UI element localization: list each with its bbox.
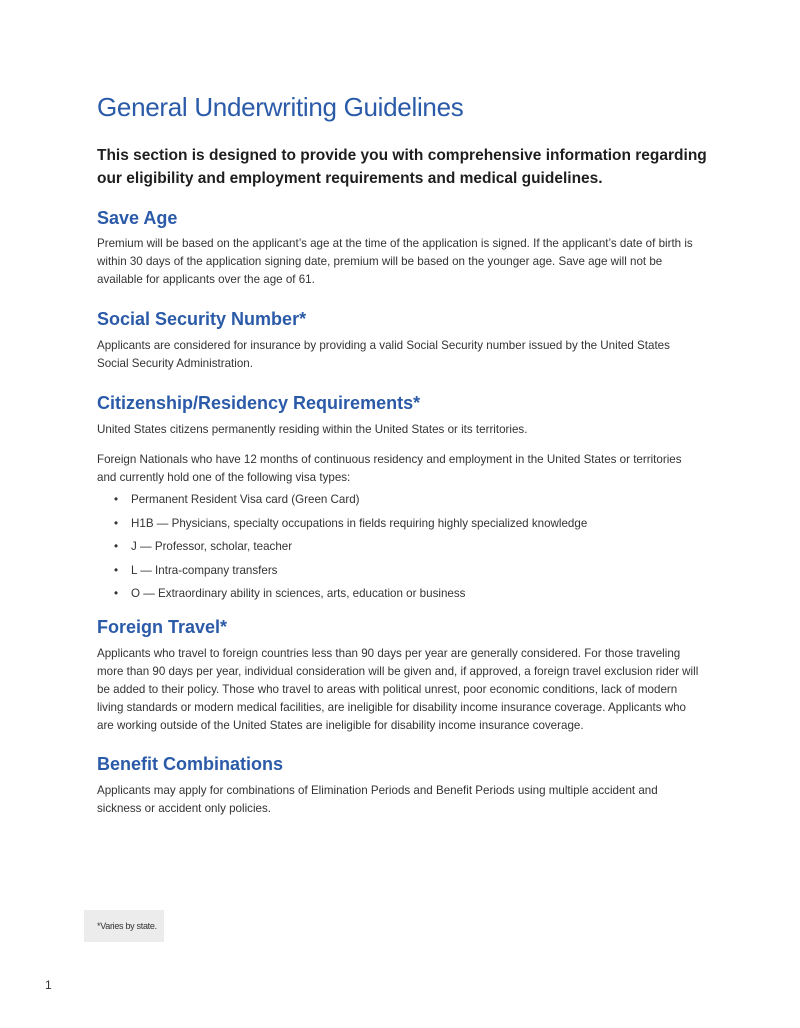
footnote-box <box>84 910 164 942</box>
intro-text: This section is designed to provide you with comprehensive information regarding our eligibility and employment requirements and medical guidelines. <box>97 147 707 187</box>
ssn-heading: Social Security Number* <box>97 309 307 329</box>
footnote-text: *Varies by state. <box>97 921 157 931</box>
foreign-travel-body: Applicants who travel to foreign countries less than 90 days per year are generally considered. For those traveling more than 90 days per year, individual consideration will be given and, if approved, a foreign travel exclusion rider will be added to their policy. Those who travel to areas with political unrest, poor economic conditions, lack of modern living standards or modern medical facilities, are ineligible for disability income insurance coverage. Applicants who are working outside of the United States are ineligible for disability income insurance coverage. <box>97 647 699 732</box>
bullet-symbol: • <box>114 563 119 577</box>
bullet-symbol: • <box>114 587 119 600</box>
citizenship-body-1: United States citizens permanently residing within the United States or its territories. <box>97 423 528 436</box>
list-item <box>114 491 694 515</box>
foreign-travel-heading: Foreign Travel* <box>97 617 228 637</box>
visa-types-list <box>114 491 694 609</box>
visa-type-text: J — Professor, scholar, teacher <box>131 540 293 553</box>
benefit-combinations-body: Applicants may apply for combinations of Elimination Periods and Benefit Periods using multiple accident and sickness or accident only policies. <box>97 784 658 815</box>
bullet-symbol: • <box>114 540 119 553</box>
list-item <box>114 585 694 609</box>
citizenship-heading: Citizenship/Residency Requirements* <box>97 393 421 413</box>
save-age-heading: Save Age <box>97 208 178 228</box>
list-item <box>114 538 694 562</box>
list-item <box>114 515 694 539</box>
visa-type-text: Permanent Resident Visa card (Green Card) <box>131 493 360 506</box>
save-age-body: Premium will be based on the applicant’s age at the time of the application is signed. If the applicant’s date of birth is within 30 days of the application signing date, premium will be based on the younger age. Save age will not be available for applicants over the age of 61. <box>97 237 693 286</box>
visa-type-text: L — Intra-company transfers <box>131 563 278 577</box>
visa-type-text: H1B — Physicians, specialty occupations in fields requiring highly specialized knowledge <box>131 516 588 530</box>
list-item <box>114 562 694 586</box>
page-title: General Underwriting Guidelines <box>97 92 464 122</box>
visa-type-text: O — Extraordinary ability in sciences, arts, education or business <box>131 587 466 600</box>
citizenship-body-2: Foreign Nationals who have 12 months of continuous residency and employment in the United States or territories and currently hold one of the following visa types: <box>97 453 682 484</box>
bullet-symbol: • <box>114 516 119 530</box>
benefit-combinations-heading: Benefit Combinations <box>97 754 284 774</box>
bullet-symbol: • <box>114 493 119 506</box>
ssn-body: Applicants are considered for insurance by providing a valid Social Security number issued by the United States Social Security Administration. <box>97 339 670 370</box>
page-number: 1 <box>45 978 52 992</box>
